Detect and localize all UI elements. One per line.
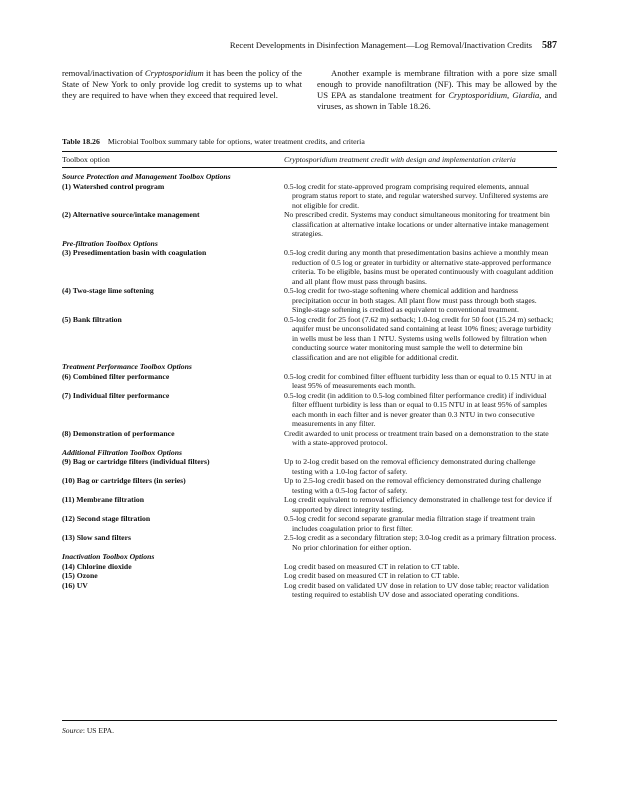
table-body xyxy=(62,172,557,718)
section-heading: Pre-filtration Toolbox Options xyxy=(62,238,158,248)
table-row xyxy=(62,210,557,239)
toolbox-option: (2) Alternative source/intake management xyxy=(62,210,200,219)
table-row xyxy=(62,457,557,476)
table-caption-text: Microbial Toolbox summary table for options, water treatment credits, and criteria xyxy=(107,137,365,146)
treatment-credit: Log credit based on validated UV dose in relation to UV dose table; reactor validation testing required to establish UV dose and associated operating conditions. xyxy=(284,580,549,599)
toolbox-option: (1) Watershed control program xyxy=(62,181,165,191)
treatment-credit: 0.5-log credit during any month that presedimentation basins achieve a monthly mean reduction of 0.5 log or greater in turbidity or alternative state-approved performance criteria. To be eligible, basins must be operated continuously with coagulant addition and all plant flow must pass through basins. xyxy=(284,248,554,286)
table-row xyxy=(62,391,557,429)
table-bottom-rule xyxy=(62,720,557,721)
section-heading: Treatment Performance Toolbox Options xyxy=(62,362,192,371)
running-header xyxy=(62,40,557,54)
table-row xyxy=(62,533,557,552)
treatment-credit: Log credit based on measured CT in relation to CT table. xyxy=(284,561,460,571)
intro-text-run: Giardia xyxy=(512,90,540,100)
treatment-credit: Up to 2.5-log credit based on the removal efficiency demonstrated during challenge testing with a 0.5-log factor of safety. xyxy=(284,476,542,495)
toolbox-option: (12) Second stage filtration xyxy=(62,514,151,523)
treatment-credit: 0.5-log credit (in addition to 0.5-log combined filter performance credit) if individual filter effluent turbidity is less than or equal to 0.15 NTU in at least 95% of samples each month in each filter and is never greater than 0.3 NTU in two consecutive measurements in any filter. xyxy=(284,390,547,428)
toolbox-option: (10) Bag or cartridge filters (in series) xyxy=(62,476,186,485)
intro-text-run: , and viruses, as shown in Table 18.26. xyxy=(317,90,557,111)
toolbox-option: (11) Membrane filtration xyxy=(62,495,144,504)
table-row xyxy=(62,429,557,448)
table-top-rule xyxy=(62,151,557,152)
section-heading: Additional Filtration Toolbox Options xyxy=(62,447,182,457)
treatment-credit: 0.5-log credit for second separate granular media filtration stage if treatment train includes coagulation prior to first filter. xyxy=(284,514,536,533)
table-row xyxy=(62,476,557,495)
source-label: Source xyxy=(62,726,83,735)
table-row xyxy=(62,286,557,315)
intro-right-column xyxy=(317,68,557,116)
treatment-credit: Log credit based on measured CT in relation to CT table. xyxy=(284,571,460,580)
section-heading: Source Protection and Management Toolbox Options xyxy=(62,172,231,181)
table-row xyxy=(62,315,557,363)
table-header-row xyxy=(62,155,557,167)
treatment-credit: 0.5-log credit for combined filter effluent turbidity less than or equal to 0.15 NTU in at least 95% of measurements each month. xyxy=(284,371,552,390)
intro-text-run: Cryptosporidium xyxy=(448,90,508,100)
intro-text-run: removal/inactivation of xyxy=(62,68,145,78)
toolbox-option: (13) Slow sand filters xyxy=(62,533,131,542)
toolbox-option: (8) Demonstration of performance xyxy=(62,428,175,438)
page-number: 587 xyxy=(542,40,557,51)
toolbox-option: (6) Combined filter performance xyxy=(62,371,170,381)
toolbox-option: (16) UV xyxy=(62,580,88,590)
intro-text-run: Another example is membrane filtration with a pore size small enough to provide nanofiltration (NF). This may be allowed by the US EPA as standalone treatment for xyxy=(317,68,557,100)
treatment-credit: Credit awarded to unit process or treatment train based on a demonstration to the state with a state-approved protocol. xyxy=(284,428,549,447)
intro-left-column xyxy=(62,68,302,116)
intro-text-run: , xyxy=(507,90,513,100)
toolbox-option: (9) Bag or cartridge filters (individual filters) xyxy=(62,457,210,466)
treatment-credit: Up to 2-log credit based on the removal efficiency demonstrated during challenge testing with a 1.0-log factor of safety. xyxy=(284,457,536,476)
table-row xyxy=(62,514,557,533)
toolbox-option: (7) Individual filter performance xyxy=(62,390,170,400)
table-row xyxy=(62,182,557,211)
source-text: : US EPA. xyxy=(82,726,114,735)
table-row xyxy=(62,248,557,286)
toolbox-option: (14) Chlorine dioxide xyxy=(62,561,132,571)
table-caption xyxy=(62,137,557,149)
intro-text xyxy=(62,68,557,116)
table-row xyxy=(62,581,557,600)
table-source xyxy=(62,726,262,738)
table-number: Table 18.26 xyxy=(62,137,100,146)
column-header-option: Toolbox option xyxy=(62,155,110,164)
treatment-credit: 0.5-log credit for state-approved program comprising required elements, annual program status report to state, and regular watershed survey. Unfiltered systems are not eligible for credit. xyxy=(284,181,549,210)
treatment-credit: 0.5-log credit for 25 foot (7.62 m) setback; 1.0-log credit for 50 foot (15.24 m) setback; aquifer must be unconsolidated sand containing at least 10% fines; average turbidity in wells must be less than 1 NTU. Systems using wells followed by filtration when conducting source water monitoring must sample the well to determine bin classification and are not eligible for additional credit. xyxy=(284,314,554,362)
treatment-credit: No prescribed credit. Systems may conduct simultaneous monitoring for treatment bin classification at alternative intake locations or under alternative intake management strategies. xyxy=(284,210,550,238)
section-heading: Inactivation Toolbox Options xyxy=(62,552,155,561)
table-row xyxy=(62,571,557,581)
toolbox-option: (4) Two-stage lime softening xyxy=(62,286,154,295)
treatment-credit: 2.5-log credit as a secondary filtration step; 3.0-log credit as a primary filtration process. No prior chlorination for either option. xyxy=(284,533,557,552)
column-header-credit: Cryptosporidium treatment credit with design and implementation criteria xyxy=(284,155,516,164)
table-row xyxy=(62,372,557,391)
intro-text-run: it has been the policy of the State of New York to only provide log credit to systems up to what they are required to have when they exceed that required level. xyxy=(62,68,302,100)
toolbox-option: (5) Bank filtration xyxy=(62,314,122,324)
table-row xyxy=(62,562,557,572)
toolbox-option: (15) Ozone xyxy=(62,571,98,580)
treatment-credit: Log credit equivalent to removal efficiency demonstrated in challenge test for device if supported by direct integrity testing. xyxy=(284,495,552,514)
running-title: Recent Developments in Disinfection Management—Log Removal/Inactivation Credits xyxy=(229,40,532,50)
table-header-rule xyxy=(62,167,557,168)
toolbox-option: (3) Presedimentation basin with coagulation xyxy=(62,248,207,257)
intro-text-run: Cryptosporidium xyxy=(144,68,204,78)
table-row xyxy=(62,495,557,514)
treatment-credit: 0.5-log credit for two-stage softening where chemical addition and hardness precipitation occur in both stages. All plant flow must pass through both stages. Single-stage softening is credited as equivalent to conventional treatment. xyxy=(284,286,537,314)
